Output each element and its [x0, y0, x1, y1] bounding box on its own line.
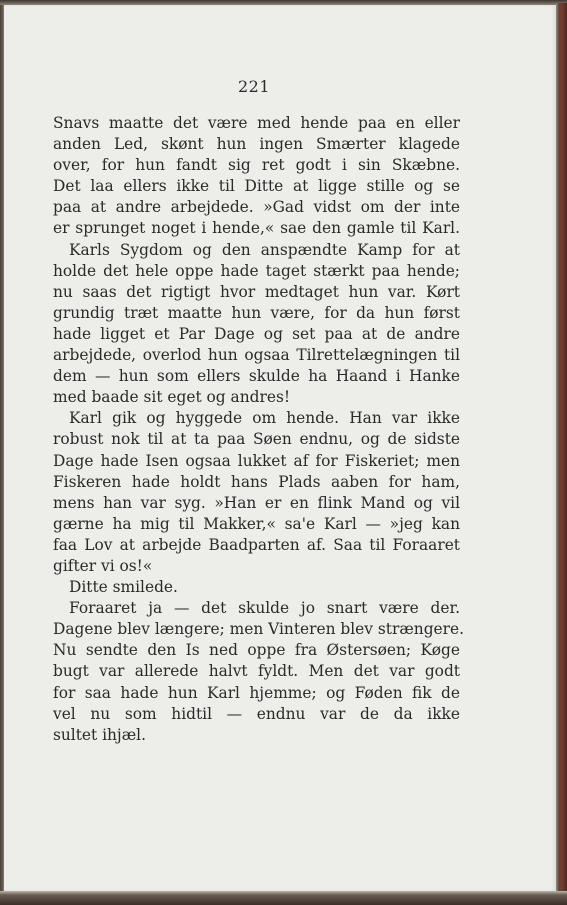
text-line: Fiskeren hade holdt hans Plads aaben for ham, [53, 472, 460, 491]
text-line: Ditte smilede. [69, 578, 178, 597]
text-line: sultet ihjæl. [53, 725, 146, 744]
text-line: mens han var syg. »Han er en flink Mand og vil [53, 493, 460, 512]
text-line: bugt var allerede halvt fyldt. Men det var godt [53, 662, 460, 681]
text-line: Dage hade Isen ogsaa lukket af for Fiskeriet; men [53, 451, 460, 470]
book-page [4, 5, 556, 891]
book-cover-edge [556, 3, 567, 905]
text-line: faa Lov at arbejde Baadparten af. Saa til Foraaret [53, 535, 460, 554]
text-line: Dagene blev længere; men Vinteren blev strængere. [53, 620, 465, 639]
text-line: paa at andre arbejdede. »Gad vidst om der inte [53, 198, 460, 217]
text-line: er sprunget noget i hende,« sae den gamle til Karl. [53, 219, 460, 238]
text-line: Karls Sygdom og den anspændte Kamp for at [69, 240, 460, 259]
page-number: 221 [237, 77, 271, 96]
text-line: med baade sit eget og andres! [53, 388, 291, 407]
text-line: arbejdede, overlod hun ogsaa Tilrettelægningen til [53, 346, 460, 365]
text-line: Nu sendte den Is ned oppe fra Østersøen; Køge [53, 641, 460, 660]
text-line: anden Led, skønt hun ingen Smærter klagede [53, 135, 460, 154]
text-line: Foraaret ja — det skulde jo snart være der. [69, 599, 460, 618]
text-line: vel nu som hidtil — endnu var de da ikke [53, 704, 460, 723]
text-line: robust nok til at ta paa Søen endnu, og de sidste [53, 430, 460, 449]
text-line: Snavs maatte det være med hende paa en eller [53, 114, 460, 132]
body-text [53, 113, 465, 746]
text-line: Karl gik og hyggede om hende. Han var ikke [69, 409, 460, 428]
text-line: Det laa ellers ikke til Ditte at ligge stille og se [53, 177, 460, 196]
text-line: holde det hele oppe hade taget stærkt paa hende; [53, 261, 460, 280]
text-line: dem — hun som ellers skulde ha Haand i Hanke [53, 367, 460, 386]
text-line: nu saas det rigtigt hvor medtaget hun var. Kørt [53, 282, 460, 301]
text-line: gifter vi os!« [53, 556, 153, 575]
text-line: for saa hade hun Karl hjemme; og Føden fik de [53, 683, 460, 702]
text-line: grundig træt maatte hun være, for da hun først [53, 303, 460, 322]
text-line: gærne ha mig til Makker,« sa'e Karl — »jeg kan [53, 514, 460, 533]
bottom-page-edge [0, 891, 567, 905]
text-line: hade ligget et Par Dage og set paa at de andre [53, 324, 460, 343]
text-line: over, for hun fandt sig ret godt i sin Skæbne. [53, 156, 460, 175]
